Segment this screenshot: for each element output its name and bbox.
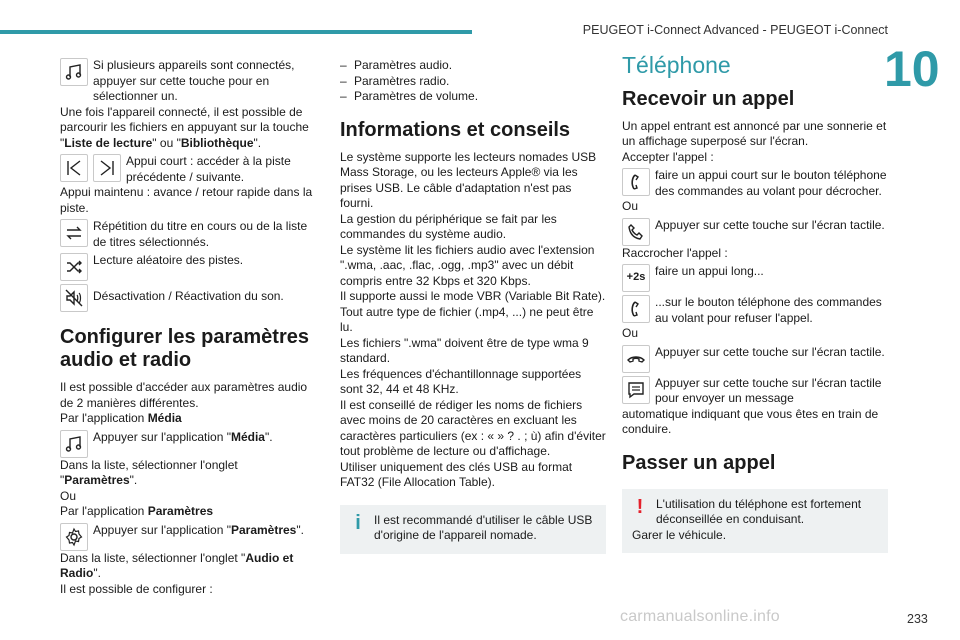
top-accent-bar bbox=[0, 30, 472, 34]
list-item: – Paramètres de volume. bbox=[340, 89, 479, 103]
text-refuse-call: ...sur le bouton téléphone des commandes au volant pour refuser l'appel. bbox=[655, 295, 882, 325]
heading-make-call: Passer un appel bbox=[622, 451, 776, 474]
music-source-icon bbox=[60, 58, 88, 86]
steering-phone-icon bbox=[622, 168, 650, 196]
phone-answer-icon bbox=[622, 218, 650, 246]
shuffle-icon bbox=[60, 253, 88, 281]
text-filenames: Il est conseillé de rédiger les noms de fichiers avec moins de 20 caractères en excluant les caractères particuliers (ex : « » ? . ; ù) afin d'éviter tout problème de lecture ou d'affichage. bbox=[340, 397, 606, 458]
text-long-press-call: faire un appui long... bbox=[655, 264, 764, 278]
text-repeat: Répétition du titre en cours ou de la liste de titres sélectionnés. bbox=[93, 219, 308, 249]
text-or-2: Ou bbox=[622, 199, 639, 213]
next-track-icon bbox=[93, 154, 121, 182]
text-browse-files: Une fois l'appareil connecté, il est possible de parcourir les fichiers en appuyant sur la touche "Liste de lecture" ou "Bibliothèque". bbox=[60, 104, 309, 150]
page-number: 233 bbox=[907, 612, 928, 626]
chapter-number: 10 bbox=[884, 41, 940, 97]
text-select-params-tab: Dans la liste, sélectionner l'onglet "Paramètres". bbox=[60, 457, 238, 487]
info-note bbox=[340, 505, 606, 554]
warning-text-2: Garer le véhicule. bbox=[632, 527, 727, 542]
column-1 bbox=[60, 58, 318, 597]
warning-text: L'utilisation du téléphone est fortement déconseillée en conduisant. bbox=[656, 496, 862, 526]
message-icon bbox=[622, 376, 650, 404]
warning-icon: ! bbox=[636, 495, 644, 518]
text-long-press: Appui maintenu : avance / retour rapide dans la piste. bbox=[60, 185, 313, 215]
previous-track-icon bbox=[60, 154, 88, 182]
text-press-touchscreen-1: Appuyer sur cette touche sur l'écran tactile. bbox=[655, 217, 885, 232]
text-incoming-call: Un appel entrant est annoncé par une sonnerie et un affichage superposé sur l'écran. bbox=[622, 118, 887, 148]
page-header: PEUGEOT i-Connect Advanced - PEUGEOT i-Connect bbox=[582, 23, 888, 37]
text-auto-message-b: automatique indiquant que vous êtes en train de conduire. bbox=[622, 406, 879, 436]
text-or-3: Ou bbox=[622, 326, 639, 340]
settings-gear-icon bbox=[60, 523, 88, 551]
info-icon: i bbox=[355, 511, 361, 534]
list-item: – Paramètres audio. bbox=[340, 58, 453, 72]
phone-hangup-icon bbox=[622, 345, 650, 373]
text-or-1: Ou bbox=[60, 488, 77, 503]
text-shuffle: Lecture aléatoire des pistes. bbox=[93, 253, 244, 267]
text-configurable: Il est possible de configurer : bbox=[60, 581, 213, 596]
heading-configure-audio: Configurer les paramètres audio et radio bbox=[60, 326, 309, 371]
text-press-settings: Appuyer sur l'application "Paramètres". bbox=[93, 522, 304, 537]
warning-note bbox=[622, 489, 888, 554]
text-mute: Désactivation / Réactivation du son. bbox=[93, 289, 284, 303]
text-short-press: Appui court : accéder à la piste précédente / suivante. bbox=[126, 154, 291, 184]
list-item: – Paramètres radio. bbox=[340, 73, 450, 88]
text-usb-support: Le système supporte les lecteurs nomades USB Mass Storage, ou les lecteurs Apple® via les prises USB. Le câble d'adaptation n'est pas fourni. bbox=[340, 149, 597, 210]
text-short-press-steering: faire un appui court sur le bouton téléphone des commandes au volant pour décrocher. bbox=[655, 168, 887, 198]
text-wma: Les fichiers ".wma" doivent être de type wma 9 standard. bbox=[340, 335, 589, 365]
text-sampling: Les fréquences d'échantillonnage supportées sont 32, 44 et 48 KHz. bbox=[340, 366, 582, 396]
heading-receive-call: Recevoir un appel bbox=[622, 87, 795, 110]
text-config-intro: Il est possible d'accéder aux paramètres audio de 2 manières différentes. bbox=[60, 380, 308, 410]
long-press-2s-icon: +2s bbox=[622, 264, 650, 292]
text-audio-formats: Le système lit les fichiers audio avec l'extension ".wma, .aac, .flac, .ogg, .mp3" avec un débit compris entre 32 Kbps et 320 Kbps. bbox=[340, 242, 595, 288]
text-press-touchscreen-2: Appuyer sur cette touche sur l'écran tactile. bbox=[655, 344, 885, 359]
text-device-management: La gestion du périphérique se fait par les commandes du système audio. bbox=[340, 211, 557, 241]
text-press-media: Appuyer sur l'application "Média". bbox=[93, 429, 273, 444]
text-by-media-app: Par l'application Média bbox=[60, 411, 182, 425]
media-app-icon bbox=[60, 430, 88, 458]
text-select-audio-tab: Dans la liste, sélectionner l'onglet "Audio et Radio". bbox=[60, 550, 294, 580]
heading-telephone: Téléphone bbox=[622, 52, 731, 78]
column-2 bbox=[340, 58, 606, 554]
heading-info-tips: Informations et conseils bbox=[340, 118, 571, 141]
text-auto-message-a: Appuyer sur cette touche sur l'écran tactile pour envoyer un message bbox=[655, 375, 882, 405]
text-vbr: Il supporte aussi le mode VBR (Variable Bit Rate). bbox=[340, 289, 606, 303]
mute-icon bbox=[60, 284, 88, 312]
column-3 bbox=[622, 52, 888, 553]
repeat-icon bbox=[60, 219, 88, 247]
text-accept-call: Accepter l'appel : bbox=[622, 149, 714, 164]
text-other-formats: Tout autre type de fichier (.mp4, ...) ne peut être lu. bbox=[340, 304, 594, 334]
text-select-device: Si plusieurs appareils sont connectés, appuyer sur cette touche pour en sélectionner un. bbox=[93, 58, 295, 103]
text-fat32: Utiliser uniquement des clés USB au format FAT32 (File Allocation Table). bbox=[340, 459, 573, 489]
text-hang-up: Raccrocher l'appel : bbox=[622, 245, 728, 260]
watermark: carmanualsonline.info bbox=[620, 608, 780, 625]
text-by-settings-app: Par l'application Paramètres bbox=[60, 504, 214, 518]
steering-phone-icon bbox=[622, 295, 650, 323]
info-note-text: Il est recommandé d'utiliser le câble USB d'origine de l'appareil nomade. bbox=[374, 512, 593, 542]
